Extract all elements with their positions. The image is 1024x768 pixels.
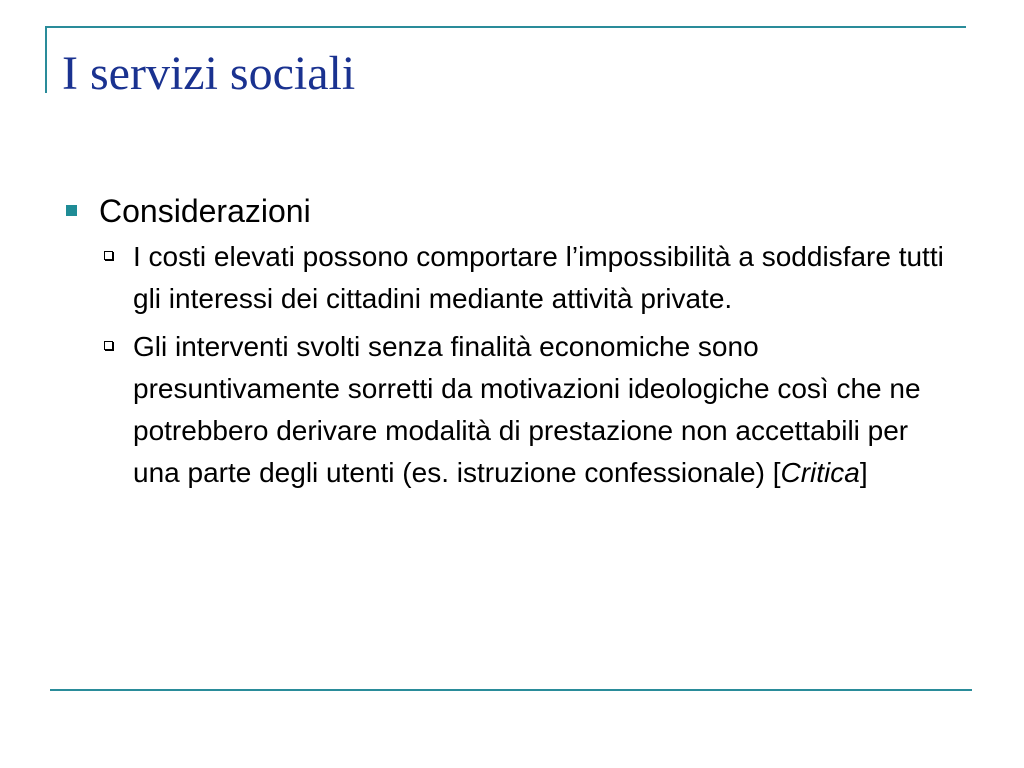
hollow-square-bullet-icon bbox=[104, 251, 113, 260]
slide-content bbox=[62, 190, 972, 494]
sub-bullet-text-wrapper bbox=[133, 326, 953, 494]
slide-title: I servizi sociali bbox=[62, 47, 356, 100]
sub-bullet-text: I costi elevati possono comportare l’impossibilità a soddisfare tutti gli interessi dei cittadini mediante attività private. bbox=[133, 241, 944, 314]
closing-bracket: ] bbox=[859, 457, 868, 488]
square-bullet-icon bbox=[66, 205, 77, 216]
bullet-considerazioni bbox=[62, 190, 972, 232]
sub-bullet-text: Gli interventi svolti senza finalità economiche sono presuntivamente sorretti da motivazioni ideologiche così che ne potrebbero derivare modalità di prestazione non accettabili per una parte degli utenti (es. istruzione confessionale) [ bbox=[133, 331, 921, 488]
critica-emphasis: Critica bbox=[780, 457, 860, 488]
left-accent-line bbox=[45, 26, 47, 93]
sub-bullet-item bbox=[62, 236, 972, 320]
sub-bullet-list bbox=[62, 236, 972, 494]
bottom-divider-line bbox=[50, 689, 972, 691]
bullet-label: Considerazioni bbox=[99, 193, 311, 229]
top-divider-line bbox=[45, 26, 966, 28]
hollow-square-bullet-icon bbox=[104, 341, 113, 350]
sub-bullet-item bbox=[62, 326, 972, 494]
